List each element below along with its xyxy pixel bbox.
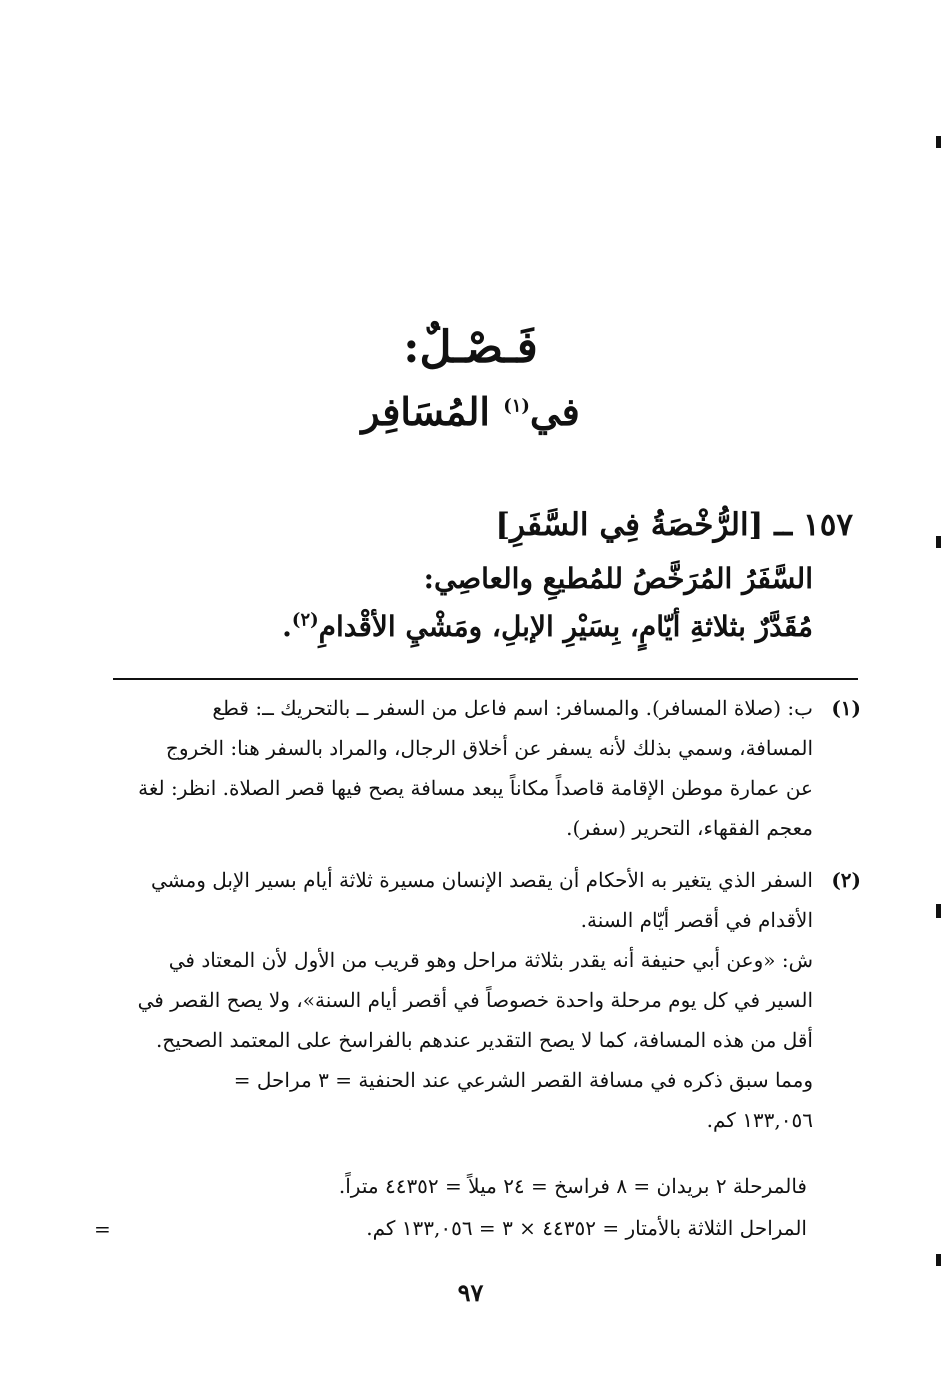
chapter-subtitle	[0, 384, 941, 440]
edge-mark	[936, 536, 941, 548]
footnote-number: (٢)	[831, 868, 861, 892]
edge-mark	[936, 904, 941, 918]
verse-line-2	[53, 606, 813, 648]
footnote-line: الأقدام في أقصر أيّام السنة.	[580, 908, 813, 932]
section-title: [الرُّخْصَةُ فِي السَّفَرِ]	[495, 507, 764, 543]
footnote-line: ومما سبق ذكره في مسافة القصر الشرعي عند الحنفية = ٣ مراحل =	[233, 1068, 813, 1092]
footnote-line: عن عمارة موطن الإقامة قاصداً مكاناً يبعد مسافة يصح فيها قصر الصلاة. انظر: لغة	[138, 776, 813, 800]
footnote-number: (١)	[831, 696, 861, 720]
section-heading	[153, 502, 853, 548]
chapter-title: فَـصْـلٌ:	[403, 322, 538, 373]
subtitle-footnote-ref: (١)	[503, 395, 530, 417]
footnote-line: المسافة، وسمي بذلك لأنه يسفر عن أخلاق الرجال، والمراد بالسفر هنا: الخروج	[165, 736, 813, 760]
footnote-2	[93, 860, 861, 1140]
footnote-line: ش: «وعن أبي حنيفة أنه يقدر بثلاثة مراحل وهو قريب من الأول لأن المعتاد في	[168, 948, 813, 972]
footnote-separator	[113, 678, 858, 680]
calculation-line-1: فالمرحلة ٢ بريدان = ٨ فراسخ = ٢٤ ميلاً = ٤٤٣٥٢ متراً.	[338, 1174, 807, 1198]
verse-line-2-end: .	[282, 610, 292, 643]
footnote-line: السير في كل يوم مرحلة واحدة خصوصاً في أقصر أيام السنة»، ولا يصح القصر في	[137, 988, 813, 1012]
edge-mark	[936, 1254, 941, 1266]
footnote-line: ١٣٣,٠٥٦ كم.	[706, 1108, 813, 1132]
subtitle-rest: المُسَافِر	[361, 389, 504, 434]
verse-line-1: السَّفَرُ المُرَخَّصُ للمُطيعِ والعاصِي:	[423, 562, 813, 595]
footnote-line: السفر الذي يتغير به الأحكام أن يقصد الإنسان مسيرة ثلاثة أيام بسير الإبل ومشي	[150, 868, 813, 892]
footnote-line: أقل من هذه المسافة، كما لا يصح التقدير عندهم بالفراسخ على المعتمد الصحيح.	[155, 1028, 813, 1052]
section-number: ١٥٧	[803, 507, 853, 543]
verse-footnote-ref: (٢)	[291, 609, 319, 631]
verse-line-2-text: مُقَدَّرٌ بثلاثةِ أيّامٍ، بِسَيْرِ الإبلِ، ومَشْيِ الأقْدامِ	[318, 610, 813, 643]
page-number: ٩٧	[457, 1278, 484, 1307]
footnote-line: ب: (صلاة المسافر). والمسافر: اسم فاعل من السفر ــ بالتحريك ــ: قطع	[212, 696, 813, 720]
side-mark: =	[94, 1217, 111, 1241]
section-dash: ــ	[774, 507, 793, 543]
footnote-1	[93, 688, 861, 848]
calculation-line-2: المراحل الثلاثة بالأمتار = ٤٤٣٥٢ × ٣ = ١٣٣,٠٥٦ كم.	[366, 1216, 807, 1240]
edge-mark	[936, 136, 941, 148]
footnote-line: معجم الفقهاء، التحرير (سفر).	[566, 816, 813, 840]
subtitle-prefix: في	[529, 389, 580, 434]
